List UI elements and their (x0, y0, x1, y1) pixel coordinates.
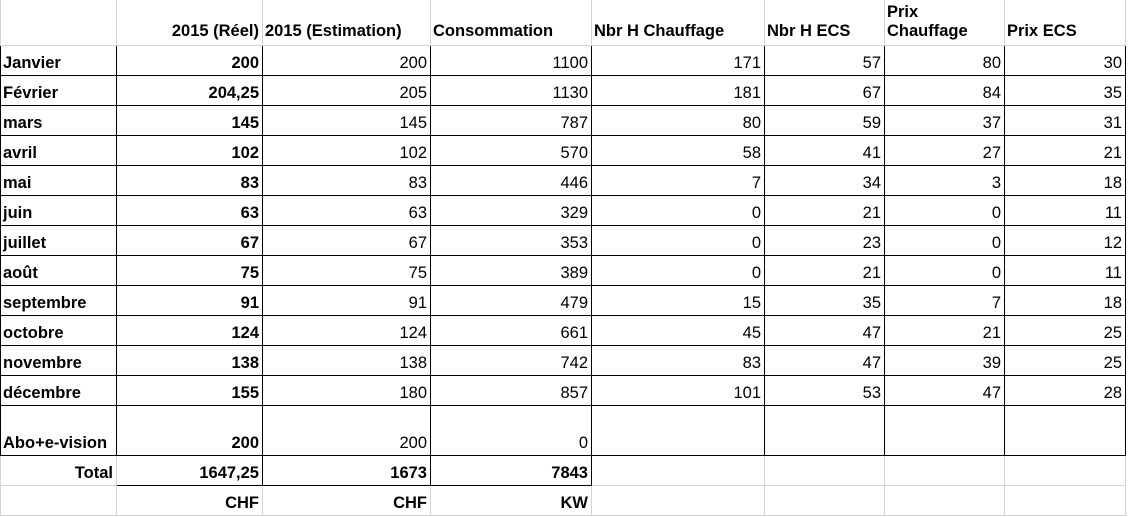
data-cell[interactable]: 75 (117, 256, 263, 286)
data-cell[interactable]: 3 (885, 166, 1005, 196)
data-cell[interactable]: 83 (592, 346, 765, 376)
row-label[interactable]: décembre (1, 376, 117, 406)
header-blank (1, 0, 117, 46)
data-cell[interactable]: 47 (765, 346, 885, 376)
data-cell[interactable]: 47 (765, 316, 885, 346)
data-cell[interactable]: 661 (431, 316, 592, 346)
data-cell[interactable]: 21 (765, 196, 885, 226)
data-cell[interactable]: 0 (431, 406, 592, 456)
data-cell[interactable]: 37 (885, 106, 1005, 136)
data-cell[interactable]: 200 (263, 46, 431, 76)
data-cell[interactable]: 1100 (431, 46, 592, 76)
data-cell[interactable]: 12 (1005, 226, 1126, 256)
table-row (1, 106, 1126, 136)
table-row (1, 376, 1126, 406)
table-row (1, 316, 1126, 346)
header-consommation[interactable]: Consommation (431, 0, 592, 46)
data-cell[interactable]: 21 (1005, 136, 1126, 166)
data-cell[interactable]: 75 (263, 256, 431, 286)
data-cell[interactable]: 102 (263, 136, 431, 166)
data-cell[interactable]: 205 (263, 76, 431, 106)
data-cell[interactable]: 18 (1005, 166, 1126, 196)
total-row (1, 456, 1126, 486)
empty-cell[interactable] (885, 456, 1005, 486)
data-cell[interactable]: 742 (431, 346, 592, 376)
table-row (1, 136, 1126, 166)
table-row (1, 196, 1126, 226)
table-row (1, 346, 1126, 376)
row-label[interactable]: novembre (1, 346, 117, 376)
data-cell[interactable]: 67 (263, 226, 431, 256)
data-cell[interactable]: 0 (592, 196, 765, 226)
data-cell[interactable]: 21 (885, 316, 1005, 346)
empty-cell[interactable] (765, 486, 885, 516)
data-cell[interactable]: 0 (885, 196, 1005, 226)
row-label[interactable]: mars (1, 106, 117, 136)
data-cell[interactable]: 67 (765, 76, 885, 106)
row-label[interactable]: Février (1, 76, 117, 106)
data-cell[interactable]: 0 (592, 226, 765, 256)
data-cell[interactable]: 21 (765, 256, 885, 286)
data-cell[interactable]: 446 (431, 166, 592, 196)
data-cell[interactable]: 18 (1005, 286, 1126, 316)
data-cell[interactable]: 857 (431, 376, 592, 406)
data-cell[interactable]: 200 (117, 406, 263, 456)
table-row (1, 226, 1126, 256)
empty-cell[interactable] (1005, 486, 1126, 516)
data-cell[interactable]: 204,25 (117, 76, 263, 106)
total-label[interactable]: Total (1, 456, 117, 486)
data-cell[interactable]: 83 (117, 166, 263, 196)
header-prix-ecs[interactable]: Prix ECS (1005, 0, 1126, 46)
data-cell[interactable]: 80 (885, 46, 1005, 76)
data-cell[interactable]: 171 (592, 46, 765, 76)
total-reel[interactable]: 1647,25 (117, 456, 263, 486)
data-cell[interactable]: 787 (431, 106, 592, 136)
data-cell[interactable]: 102 (117, 136, 263, 166)
data-cell[interactable]: 30 (1005, 46, 1126, 76)
data-cell[interactable]: 91 (117, 286, 263, 316)
data-cell[interactable]: 63 (263, 196, 431, 226)
unit-reel[interactable]: CHF (117, 486, 263, 516)
units-row (1, 486, 1126, 516)
data-cell[interactable]: 58 (592, 136, 765, 166)
data-cell[interactable]: 34 (765, 166, 885, 196)
data-cell[interactable]: 181 (592, 76, 765, 106)
data-cell[interactable]: 11 (1005, 256, 1126, 286)
header-prix-chauffage[interactable]: Prix Chauffage (885, 0, 1005, 46)
data-cell[interactable]: 101 (592, 376, 765, 406)
table-row (1, 46, 1126, 76)
data-cell[interactable]: 63 (117, 196, 263, 226)
data-cell[interactable]: 53 (765, 376, 885, 406)
header-reel[interactable]: 2015 (Réel) (117, 0, 263, 46)
empty-cell[interactable] (1, 486, 117, 516)
data-cell[interactable]: 145 (117, 106, 263, 136)
data-cell[interactable]: 83 (263, 166, 431, 196)
empty-cell[interactable] (592, 456, 765, 486)
data-cell[interactable]: 91 (263, 286, 431, 316)
data-cell[interactable]: 27 (885, 136, 1005, 166)
data-cell[interactable] (592, 406, 765, 456)
data-cell[interactable]: 180 (263, 376, 431, 406)
header-nbr-h-ecs[interactable]: Nbr H ECS (765, 0, 885, 46)
data-cell[interactable]: 200 (117, 46, 263, 76)
empty-cell[interactable] (765, 456, 885, 486)
data-cell[interactable]: 15 (592, 286, 765, 316)
row-label[interactable]: Janvier (1, 46, 117, 76)
row-label[interactable]: avril (1, 136, 117, 166)
data-cell[interactable]: 329 (431, 196, 592, 226)
data-cell[interactable]: 353 (431, 226, 592, 256)
data-cell[interactable]: 0 (592, 256, 765, 286)
data-cell[interactable]: 84 (885, 76, 1005, 106)
header-estimation[interactable]: 2015 (Estimation) (263, 0, 431, 46)
data-cell[interactable]: 138 (117, 346, 263, 376)
header-nbr-h-chauffage[interactable]: Nbr H Chauffage (592, 0, 765, 46)
data-cell[interactable]: 1130 (431, 76, 592, 106)
total-estimation[interactable]: 1673 (263, 456, 431, 486)
data-cell[interactable] (1005, 406, 1126, 456)
data-cell[interactable]: 7 (592, 166, 765, 196)
row-label[interactable]: juillet (1, 226, 117, 256)
data-cell[interactable]: 47 (885, 376, 1005, 406)
data-cell[interactable]: 41 (765, 136, 885, 166)
data-cell[interactable]: 11 (1005, 196, 1126, 226)
data-cell[interactable]: 25 (1005, 346, 1126, 376)
row-label[interactable]: août (1, 256, 117, 286)
data-cell[interactable] (885, 406, 1005, 456)
data-cell[interactable]: 124 (263, 316, 431, 346)
table-row (1, 286, 1126, 316)
row-label[interactable]: septembre (1, 286, 117, 316)
data-cell[interactable]: 0 (885, 256, 1005, 286)
data-cell[interactable]: 0 (885, 226, 1005, 256)
header-row (1, 0, 1126, 46)
table-row (1, 406, 1126, 456)
table-row (1, 166, 1126, 196)
row-label[interactable]: octobre (1, 316, 117, 346)
empty-cell[interactable] (592, 486, 765, 516)
data-cell[interactable]: 35 (765, 286, 885, 316)
data-cell[interactable]: 124 (117, 316, 263, 346)
data-cell[interactable]: 39 (885, 346, 1005, 376)
data-cell[interactable]: 570 (431, 136, 592, 166)
data-cell[interactable]: 23 (765, 226, 885, 256)
unit-consommation[interactable]: KW (431, 486, 592, 516)
data-cell[interactable]: 479 (431, 286, 592, 316)
data-cell[interactable]: 80 (592, 106, 765, 136)
row-label[interactable]: Abo+e-vision (1, 406, 117, 456)
unit-estimation[interactable]: CHF (263, 486, 431, 516)
data-cell[interactable]: 138 (263, 346, 431, 376)
total-consommation[interactable]: 7843 (431, 456, 592, 486)
row-label[interactable]: juin (1, 196, 117, 226)
data-cell[interactable]: 59 (765, 106, 885, 136)
data-cell[interactable]: 200 (263, 406, 431, 456)
data-cell[interactable]: 57 (765, 46, 885, 76)
data-cell[interactable] (765, 406, 885, 456)
data-cell[interactable]: 28 (1005, 376, 1126, 406)
empty-cell[interactable] (1005, 456, 1126, 486)
data-cell[interactable]: 31 (1005, 106, 1126, 136)
data-cell[interactable]: 25 (1005, 316, 1126, 346)
row-label[interactable]: mai (1, 166, 117, 196)
table-row (1, 256, 1126, 286)
empty-cell[interactable] (885, 486, 1005, 516)
table-row (1, 76, 1126, 106)
data-cell[interactable]: 67 (117, 226, 263, 256)
data-cell[interactable]: 389 (431, 256, 592, 286)
data-cell[interactable]: 145 (263, 106, 431, 136)
data-cell[interactable]: 35 (1005, 76, 1126, 106)
data-cell[interactable]: 45 (592, 316, 765, 346)
data-cell[interactable]: 7 (885, 286, 1005, 316)
data-cell[interactable]: 155 (117, 376, 263, 406)
